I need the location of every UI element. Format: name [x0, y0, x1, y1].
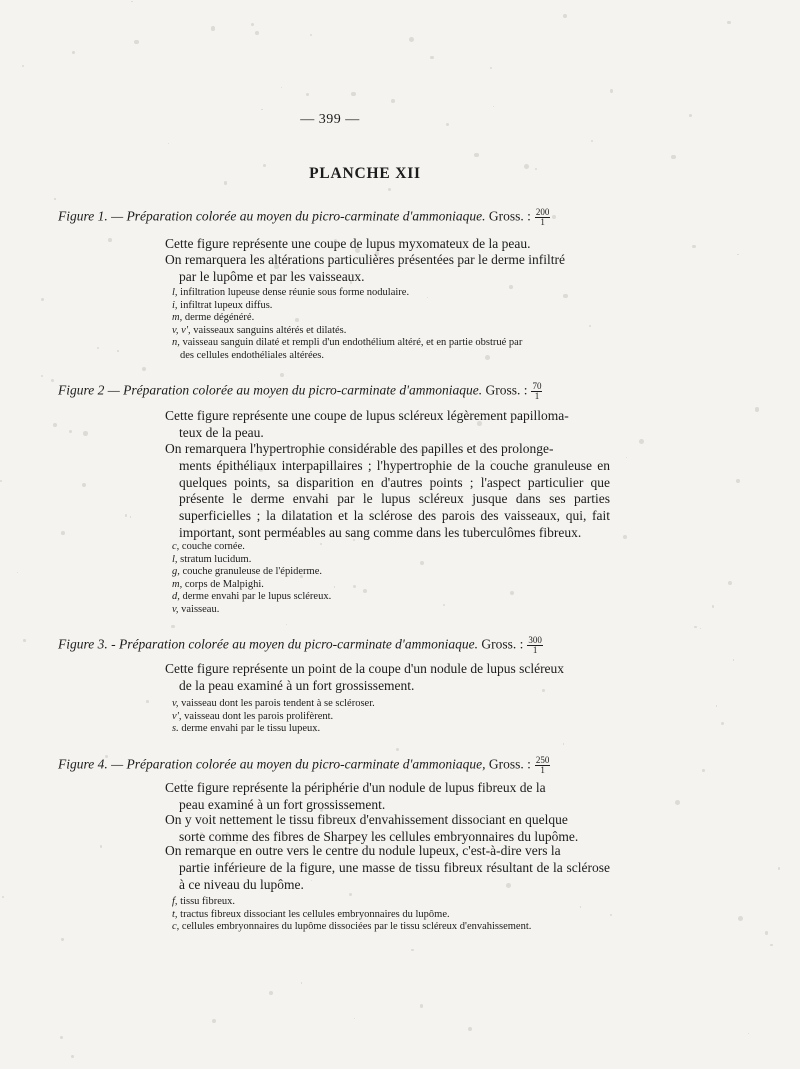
paper-speck — [778, 867, 780, 869]
paper-speck — [53, 423, 57, 427]
legend-letter: f, — [172, 896, 178, 907]
paper-speck — [41, 298, 44, 301]
legend-text: vaisseau sanguin dilaté et rempli d'un endothélium altéré, et en partie obstrué par — [179, 337, 523, 349]
paper-speck — [255, 31, 259, 35]
description-paragraph — [165, 843, 610, 893]
paper-speck — [280, 373, 284, 377]
paper-speck — [310, 34, 312, 36]
magnification-denominator: 1 — [532, 645, 538, 655]
paper-speck — [71, 1055, 74, 1058]
paper-speck — [490, 67, 492, 69]
paper-speck — [563, 14, 567, 18]
legend-letter: m, — [172, 312, 183, 324]
legend-text: cellules embryonnaires du lupôme dissociées par le tissu scléreux d'envahissement. — [179, 921, 532, 933]
legend-item — [172, 711, 617, 724]
paper-speck — [130, 516, 131, 517]
paper-speck — [689, 114, 692, 117]
paragraph-continuation: partie inférieure de la figure, une masse de tissu fibreux résultant de la sclérose à ce niveau du lupôme. — [179, 859, 610, 892]
legend-text: vaisseaux sanguins altérés et dilatés. — [190, 324, 347, 336]
legend-text: derme dégénéré. — [182, 312, 255, 324]
paragraph-continuation: teux de la peau. — [179, 424, 264, 440]
paper-speck — [675, 800, 680, 805]
legend-letter: s. — [172, 723, 179, 735]
paper-speck — [211, 26, 216, 31]
paper-speck — [168, 143, 169, 144]
paper-speck — [125, 514, 128, 517]
figure-label: Figure 2 — [58, 382, 105, 398]
paper-speck — [388, 188, 391, 191]
figure-heading — [58, 208, 778, 227]
legend-letter: v, — [172, 603, 179, 615]
paper-speck — [0, 480, 2, 482]
legend-text: infiltration lupeuse dense réunie sous forme nodulaire. — [177, 287, 410, 298]
paper-speck — [411, 949, 414, 952]
paper-speck — [748, 1033, 749, 1034]
paper-speck — [755, 407, 760, 412]
legend-letter: m, — [172, 578, 183, 590]
paper-speck — [41, 375, 43, 377]
paper-speck — [671, 155, 675, 159]
paper-speck — [261, 109, 262, 110]
legend-continuation: des cellules endothéliales altérées. — [180, 349, 325, 361]
paragraph-first-line: Cette figure représente une coupe de lupus myxomateux de la peau. — [165, 236, 531, 251]
figure-caption: — Préparation colorée au moyen du picro-carminate d'ammoniaque. — [104, 382, 483, 398]
paper-speck — [100, 845, 103, 848]
legend-item — [172, 604, 617, 617]
paper-speck — [286, 624, 287, 625]
paper-speck — [251, 23, 254, 26]
paper-speck — [770, 944, 773, 947]
legend-letter: i, — [172, 299, 178, 311]
paper-speck — [716, 705, 717, 706]
magnification-numerator: 70 — [532, 381, 542, 391]
figure-caption: - Préparation colorée au moyen du picro-carminate d'ammoniaque. — [107, 636, 478, 652]
figure-caption: — Préparation colorée au moyen du picro-carminate d'ammoniaque. — [107, 208, 486, 224]
paragraph-first-line: Cette figure représente une coupe de lupus scléreux légèrement papilloma- — [165, 408, 569, 423]
paper-speck — [51, 379, 54, 382]
paper-speck — [626, 457, 627, 458]
paper-speck — [391, 99, 395, 103]
figure-label: Figure 4. — [58, 756, 108, 772]
paper-speck — [591, 140, 593, 142]
paragraph-first-line: On remarquera les altérations particulières présentées par le derme infiltré — [165, 252, 565, 267]
paragraph-continuation: de la peau examiné à un fort grossissement. — [179, 677, 415, 693]
paper-speck — [281, 87, 282, 88]
figure-legend — [172, 541, 617, 617]
paper-speck — [351, 92, 355, 96]
paper-speck — [142, 367, 146, 371]
legend-item — [172, 554, 617, 567]
figure-heading — [58, 636, 778, 655]
paper-speck — [727, 21, 730, 24]
paragraph-first-line: Cette figure représente un point de la coupe d'un nodule de lupus scléreux — [165, 661, 565, 676]
paper-speck — [212, 1019, 216, 1023]
figure-heading — [58, 382, 778, 401]
paper-speck — [563, 743, 565, 745]
legend-item — [172, 909, 617, 922]
paper-speck — [700, 628, 701, 629]
paper-speck — [61, 938, 63, 940]
paper-speck — [22, 65, 24, 67]
gross-label: Gross. : — [488, 756, 531, 772]
legend-item — [172, 579, 617, 592]
figure-legend — [172, 896, 617, 934]
paper-speck — [83, 431, 88, 436]
legend-text: couche granuleuse de l'épiderme. — [179, 566, 322, 578]
paper-speck — [738, 916, 743, 921]
legend-text: vaisseau dont les parois tendent à se scléroser. — [178, 698, 375, 709]
legend-item — [172, 312, 617, 325]
paper-speck — [712, 605, 715, 608]
paper-speck — [269, 991, 273, 995]
paper-speck — [2, 896, 4, 898]
paragraph-first-line: On remarque en outre vers le centre du nodule lupeux, c'est-à-dire vers la — [165, 843, 561, 858]
legend-text: derme envahi par le lupus scléreux. — [179, 591, 332, 603]
description-paragraph — [165, 661, 610, 695]
plate-title: PLANCHE XII — [309, 165, 421, 182]
paper-speck — [134, 40, 138, 44]
legend-item — [172, 698, 617, 711]
paper-speck — [692, 245, 696, 249]
legend-text: tissu fibreux. — [177, 896, 235, 907]
gross-label: Gross. : — [488, 208, 531, 224]
description-paragraph — [165, 780, 610, 814]
paper-speck — [623, 535, 627, 539]
paper-speck — [493, 106, 494, 107]
paper-speck — [728, 581, 732, 585]
legend-letter: g, — [172, 566, 180, 578]
legend-text: vaisseau. — [178, 603, 220, 615]
legend-text: corps de Malpighi. — [182, 578, 264, 590]
figure-legend — [172, 287, 617, 363]
gross-label: Gross. : — [485, 382, 528, 398]
paper-speck — [108, 238, 112, 242]
legend-text: tractus fibreux dissociant les cellules embryonnaires du lupôme. — [177, 908, 450, 920]
figure-label: Figure 3. — [58, 636, 108, 652]
paragraph-first-line: Cette figure représente la périphérie d'un nodule de lupus fibreux de la — [165, 780, 546, 795]
paper-speck — [733, 659, 735, 661]
legend-letter: v', — [172, 710, 182, 722]
gross-label: Gross. : — [481, 636, 524, 652]
paper-speck — [430, 56, 433, 59]
description-paragraph — [165, 252, 610, 286]
paper-speck — [396, 748, 399, 751]
legend-item — [172, 541, 617, 554]
magnification-numerator: 200 — [535, 207, 550, 217]
paper-speck — [131, 1, 133, 3]
paragraph-first-line: On remarquera l'hypertrophie considérable des papilles et des prolonge- — [165, 441, 554, 456]
paragraph-first-line: On y voit nettement le tissu fibreux d'envahissement dissociant en quelque — [165, 812, 568, 827]
paragraph-continuation: par le lupôme et par les vaisseaux. — [179, 268, 365, 284]
legend-letter: d, — [172, 591, 180, 603]
paper-speck — [69, 430, 72, 433]
legend-item — [172, 566, 617, 579]
legend-letter: l, — [172, 287, 178, 298]
legend-item — [172, 337, 617, 362]
paper-speck — [146, 700, 149, 703]
magnification-denominator: 1 — [534, 391, 540, 401]
description-paragraph — [165, 236, 610, 253]
magnification — [535, 756, 551, 775]
legend-letter: c, — [172, 541, 180, 552]
paper-speck — [721, 722, 724, 725]
figure-legend — [172, 698, 617, 736]
paper-speck — [610, 89, 614, 93]
paper-speck — [737, 254, 738, 255]
magnification — [527, 636, 543, 655]
legend-text: derme envahi par le tissu lupeux. — [178, 723, 321, 735]
legend-text: vaisseau dont les parois prolifèrent. — [181, 710, 334, 722]
figure-caption: — Préparation colorée au moyen du picro-carminate d'ammoniaque, — [107, 756, 486, 772]
magnification — [535, 208, 551, 227]
legend-letter: n, — [172, 337, 180, 349]
legend-text: stratum lucidum. — [177, 553, 252, 565]
figure-heading — [58, 756, 778, 775]
paper-speck — [736, 479, 740, 483]
description-paragraph — [165, 408, 610, 442]
paragraph-continuation: sorte comme des fibres de Sharpey les cellules embryonnaires du lupôme. — [179, 828, 579, 844]
paper-speck — [117, 350, 119, 352]
legend-item — [172, 921, 617, 934]
magnification-numerator: 250 — [535, 755, 550, 765]
paper-speck — [306, 93, 309, 96]
paper-speck — [171, 625, 174, 628]
paper-speck — [639, 439, 644, 444]
paper-speck — [97, 347, 99, 349]
magnification-denominator: 1 — [540, 765, 545, 775]
paper-speck — [82, 483, 86, 487]
paper-speck — [694, 626, 697, 629]
legend-item — [172, 287, 617, 300]
paper-speck — [765, 931, 769, 935]
legend-letter: v, v', — [172, 324, 191, 336]
paper-speck — [54, 198, 55, 199]
paper-speck — [301, 982, 303, 984]
legend-item — [172, 591, 617, 604]
legend-letter: v, — [172, 698, 179, 709]
figure-label: Figure 1. — [58, 208, 108, 224]
legend-letter: t, — [172, 908, 178, 920]
magnification-denominator: 1 — [540, 217, 545, 227]
paper-speck — [468, 1027, 472, 1031]
page-number: — 399 — — [300, 112, 360, 127]
paper-speck — [23, 639, 25, 641]
legend-text: infiltrat lupeux diffus. — [177, 299, 273, 311]
legend-letter: c, — [172, 921, 180, 933]
magnification — [531, 382, 542, 401]
paragraph-continuation: peau examiné à un fort grossissement. — [179, 796, 386, 812]
paragraph-continuation: ments épithéliaux interpapillaires ; l'hypertrophie de la couche granuleuse en quelques points, sa disparition en d'autres points ; l'aspect particulier que présente le derme envahi par le lupus scléreux jusque dans ses parties superficielles ; la dilatation et la sclérose des parois des vaisseaux, qui, fait important, sont perméables au sang comme dans les tuberculômes fibreux. — [179, 457, 610, 540]
legend-item — [172, 896, 617, 909]
paper-speck — [72, 51, 75, 54]
paper-speck — [60, 1036, 63, 1039]
description-paragraph — [165, 812, 610, 846]
paper-speck — [409, 37, 414, 42]
paper-speck — [17, 572, 18, 573]
legend-item — [172, 723, 617, 736]
paper-speck — [474, 153, 479, 158]
legend-text: couche cornée. — [179, 541, 245, 552]
legend-item — [172, 300, 617, 313]
description-paragraph — [165, 441, 610, 542]
legend-letter: l, — [172, 553, 178, 565]
magnification-numerator: 300 — [528, 635, 542, 645]
legend-item — [172, 325, 617, 338]
paper-speck — [354, 1018, 355, 1019]
paper-speck — [420, 1004, 423, 1007]
paper-speck — [61, 531, 65, 535]
